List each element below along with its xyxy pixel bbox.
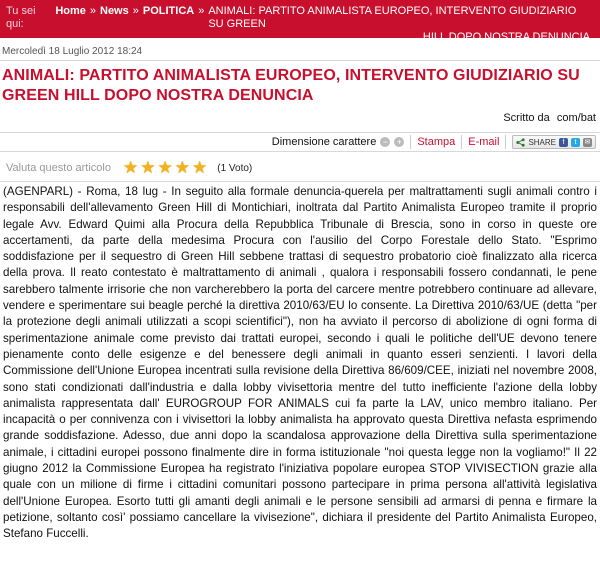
article-toolbar bbox=[0, 132, 600, 152]
minus-circle-icon[interactable]: − bbox=[380, 137, 390, 147]
twitter-icon[interactable]: t bbox=[571, 138, 580, 147]
share-icon bbox=[516, 138, 525, 147]
mail-icon[interactable]: ✉ bbox=[584, 138, 591, 146]
print-link[interactable]: Stampa bbox=[417, 136, 456, 148]
breadcrumb bbox=[0, 0, 600, 43]
divider bbox=[0, 181, 600, 182]
breadcrumb-current: ANIMALI: PARTITO ANIMALISTA EUROPEO, INTERVENTO GIUDIZIARIO SU GREEN bbox=[208, 5, 577, 30]
star-icon[interactable]: ★ bbox=[122, 158, 139, 177]
breadcrumb-prefix: Tu sei qui: bbox=[6, 5, 36, 30]
star-icon[interactable]: ★ bbox=[191, 158, 208, 177]
author-name: com/bat bbox=[556, 112, 596, 124]
share-label: SHARE bbox=[528, 137, 556, 147]
breadcrumb-link-politica[interactable]: POLITICA bbox=[142, 5, 195, 17]
share-button[interactable] bbox=[512, 135, 596, 149]
divider bbox=[410, 135, 411, 149]
author-label: Scritto da bbox=[503, 112, 550, 124]
rating-label: Valuta questo articolo bbox=[6, 162, 111, 174]
star-icon[interactable]: ★ bbox=[140, 158, 156, 177]
breadcrumb-separator: » bbox=[198, 5, 205, 17]
divider bbox=[505, 135, 506, 149]
star-icon[interactable]: ★ bbox=[174, 158, 190, 177]
breadcrumb-current-continued: HILL DOPO NOSTRA DENUNCIA bbox=[422, 31, 590, 43]
article-title[interactable]: ANIMALI: PARTITO ANIMALISTA EUROPEO, INTERVENTO GIUDIZIARIO SU GREEN HILL DOPO NOSTRA DENUNCIA bbox=[2, 67, 580, 104]
star-icon[interactable]: ★ bbox=[157, 158, 173, 177]
rating-stars bbox=[123, 159, 207, 177]
breadcrumb-link-home[interactable]: Home bbox=[55, 5, 86, 17]
article-date: Mercoledì 18 Luglio 2012 18:24 bbox=[2, 46, 143, 57]
plus-circle-icon[interactable]: + bbox=[394, 137, 404, 147]
email-link[interactable]: E-mail bbox=[468, 136, 500, 148]
breadcrumb-separator: » bbox=[132, 5, 139, 17]
facebook-icon[interactable]: f bbox=[559, 138, 568, 147]
article-body: (AGENPARL) - Roma, 18 lug - In seguito alla formale denuncia-querela per maltrattamenti sugli animali contro i responsabili dell'allevamento Green Hill di Montichiari, inoltrata dal Partito Animalista Europeo tramite il proprio legale Avv. Edward Quimi alla Procura della Repubblica Tribunale di Brescia, sono in corso in queste ore accertamenti, da parte della medesima Procura con l'ausilio del Corpo Forestale dello Stato. "Esprimo soddisfazione per il sequestro di Green Hill sebbene trattasi di sequestro probatorio cioè finalizzato alla ricerca della prova. Il reato contestato è maltrattamento di animali , qualora i responsabili fossero condannati, le pene sarebbero talmente irrisorie che non varcherebbero la porta del carcere mentre potrebbero continuare ad allevare, vendere e sperimentare sui beagle perché la direttiva 2010/63/EU lo consente. La Direttiva 2010/63/UE (detta "per la protezione degli animali utilizzati a scopi scientifici"), non ha avviato il percorso di abolizione di ogni forma di sperimentazione animale come previsto dai trattati europei, secondo i quali le politiche dell'UE devono tenere pienamente conto delle esigenze e del benessere degli animali in quanto esseri senzienti. I lavori della Commissione dell'Unione Europea incentrati sulla revisione della Direttiva 86/609/CEE, iniziati nel novembre 2008, sono stati condizionati dall'industria e dalla lobby vivisettoria mentre del tutto inefficiente l'azione della lobby animalista rappresentata dall' EUROGROUP FOR ANIMALS cui fa parte la LAV, unico membro italiano. Per incapacità o per connivenza con i vivisettori la lobby animalista ha approvato questa Direttiva nefasta esprimendo grande soddisfazione. Adesso, due anni dopo la scandalosa approvazione della Direttiva sulla sperimentazione animale, i cittadini europei possono finalmente dire in forma istituzionale "noi questa legge non la vogliamo!" Il 22 giugno 2012 la Commissione Europea ha registrato l'iniziativa popolare europea STOP VIVISECTION grazie alla quale con un milione di firme i cittadini comunitari possono partecipare in prima persona all'attività legislativa dell'Unione Europea. Esorto tutti gli amanti degli animali e le persone sensibili ad armarsi di penna e firmare la petizione, soltanto così' possiamo cancellare la vivisezione", dichiara il presidente del Partito Animalista Europeo, Stefano Fuccelli. bbox=[3, 185, 597, 541]
breadcrumb-link-news[interactable]: News bbox=[100, 5, 129, 17]
divider bbox=[0, 60, 600, 61]
article-rating bbox=[6, 157, 252, 179]
breadcrumb-separator: » bbox=[89, 5, 96, 17]
font-size-label: Dimensione carattere bbox=[271, 136, 377, 148]
article-author bbox=[503, 112, 596, 124]
rating-votes: (1 Voto) bbox=[217, 162, 253, 174]
divider bbox=[461, 135, 462, 149]
